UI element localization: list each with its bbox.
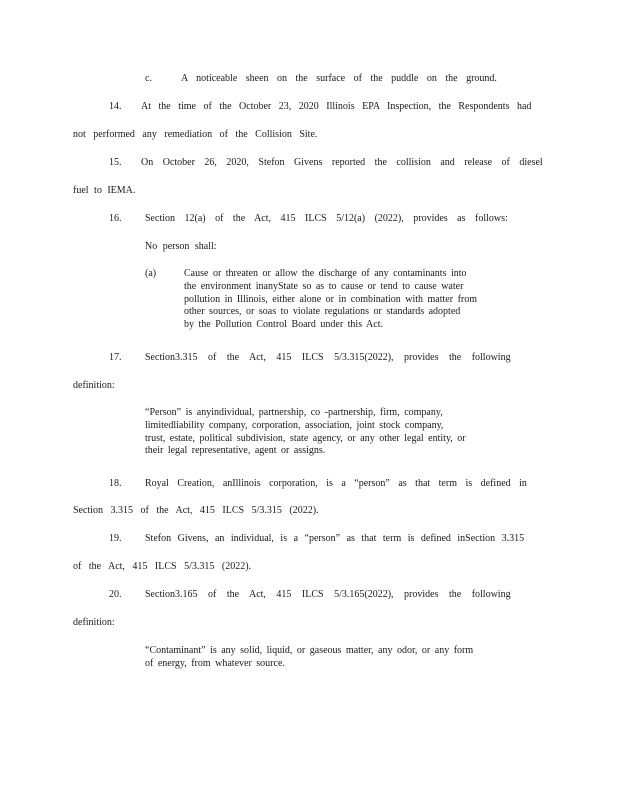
- subitem-a-line: pollution in Illinois, either alone or in combination with matter from: [184, 293, 478, 305]
- subitem-a-line: the environment inanyState so as to cause or tend to cause water: [184, 280, 464, 292]
- quote-line: of energy, from whatever source.: [145, 657, 285, 669]
- para-17-number: 17.: [109, 352, 122, 363]
- item-c-text: A noticeable sheen on the surface of the puddle on the ground.: [181, 73, 497, 84]
- subitem-a-line: other sources, or soas to violate regulations or standards adopted: [184, 306, 461, 318]
- para-17-quote: [145, 407, 466, 458]
- quote-line: “Contaminant” is any solid, liquid, or gaseous matter, any odor, or any form: [145, 645, 474, 656]
- para-18-line-1: Royal Creation, anIllinois corporation, is a “person” as that term is defined in: [145, 478, 527, 489]
- quote-line: “Person” is anyindividual, partnership, co -partnership, firm, company,: [145, 407, 443, 418]
- para-19-line-2: of the Act, 415 ILCS 5/3.315 (2022).: [73, 561, 252, 572]
- para-16-line-1: Section 12(a) of the Act, 415 ILCS 5/12(a) (2022), provides as follows:: [145, 213, 508, 224]
- para-15-line-2: fuel to IEMA.: [73, 185, 136, 196]
- para-17-line-2: definition:: [73, 380, 115, 391]
- subitem-a-line: Cause or threaten or allow the discharge of any contaminants into: [184, 268, 467, 279]
- para-18-line-2: Section 3.315 of the Act, 415 ILCS 5/3.315 (2022).: [73, 505, 319, 516]
- para-15-number: 15.: [109, 157, 122, 168]
- para-14-line-2: not performed any remediation of the Collision Site.: [73, 129, 318, 140]
- para-16-subitem-a-text: [184, 268, 477, 332]
- item-c-marker: c.: [145, 73, 152, 84]
- para-17-line-1: Section3.315 of the Act, 415 ILCS 5/3.315(2022), provides the following: [145, 352, 511, 363]
- para-19-number: 19.: [109, 533, 122, 544]
- para-20-quote: [145, 645, 473, 671]
- quote-line: their legal representative, agent or assigns.: [145, 445, 326, 457]
- para-15-line-1: On October 26, 2020, Stefon Givens reported the collision and release of diesel: [141, 157, 543, 168]
- para-14-line-1: At the time of the October 23, 2020 Illinois EPA Inspection, the Respondents had: [141, 101, 532, 112]
- para-14-number: 14.: [109, 101, 122, 112]
- para-20-line-2: definition:: [73, 617, 115, 628]
- subitem-a-line: by the Pollution Control Board under this Act.: [184, 319, 383, 331]
- para-16-number: 16.: [109, 213, 122, 224]
- para-19-line-1: Stefon Givens, an individual, is a “person” as that term is defined inSection 3.315: [145, 533, 525, 544]
- quote-line: limitedliability company, corporation, association, joint stock company,: [145, 419, 444, 431]
- para-18-number: 18.: [109, 478, 122, 489]
- quote-line: trust, estate, political subdivision, state agency, or any other legal entity, or: [145, 432, 466, 444]
- para-20-line-1: Section3.165 of the Act, 415 ILCS 5/3.165(2022), provides the following: [145, 589, 511, 600]
- para-20-number: 20.: [109, 589, 122, 600]
- para-16-subitem-a-marker: (a): [145, 268, 157, 279]
- para-16-no-person: No person shall:: [145, 241, 217, 252]
